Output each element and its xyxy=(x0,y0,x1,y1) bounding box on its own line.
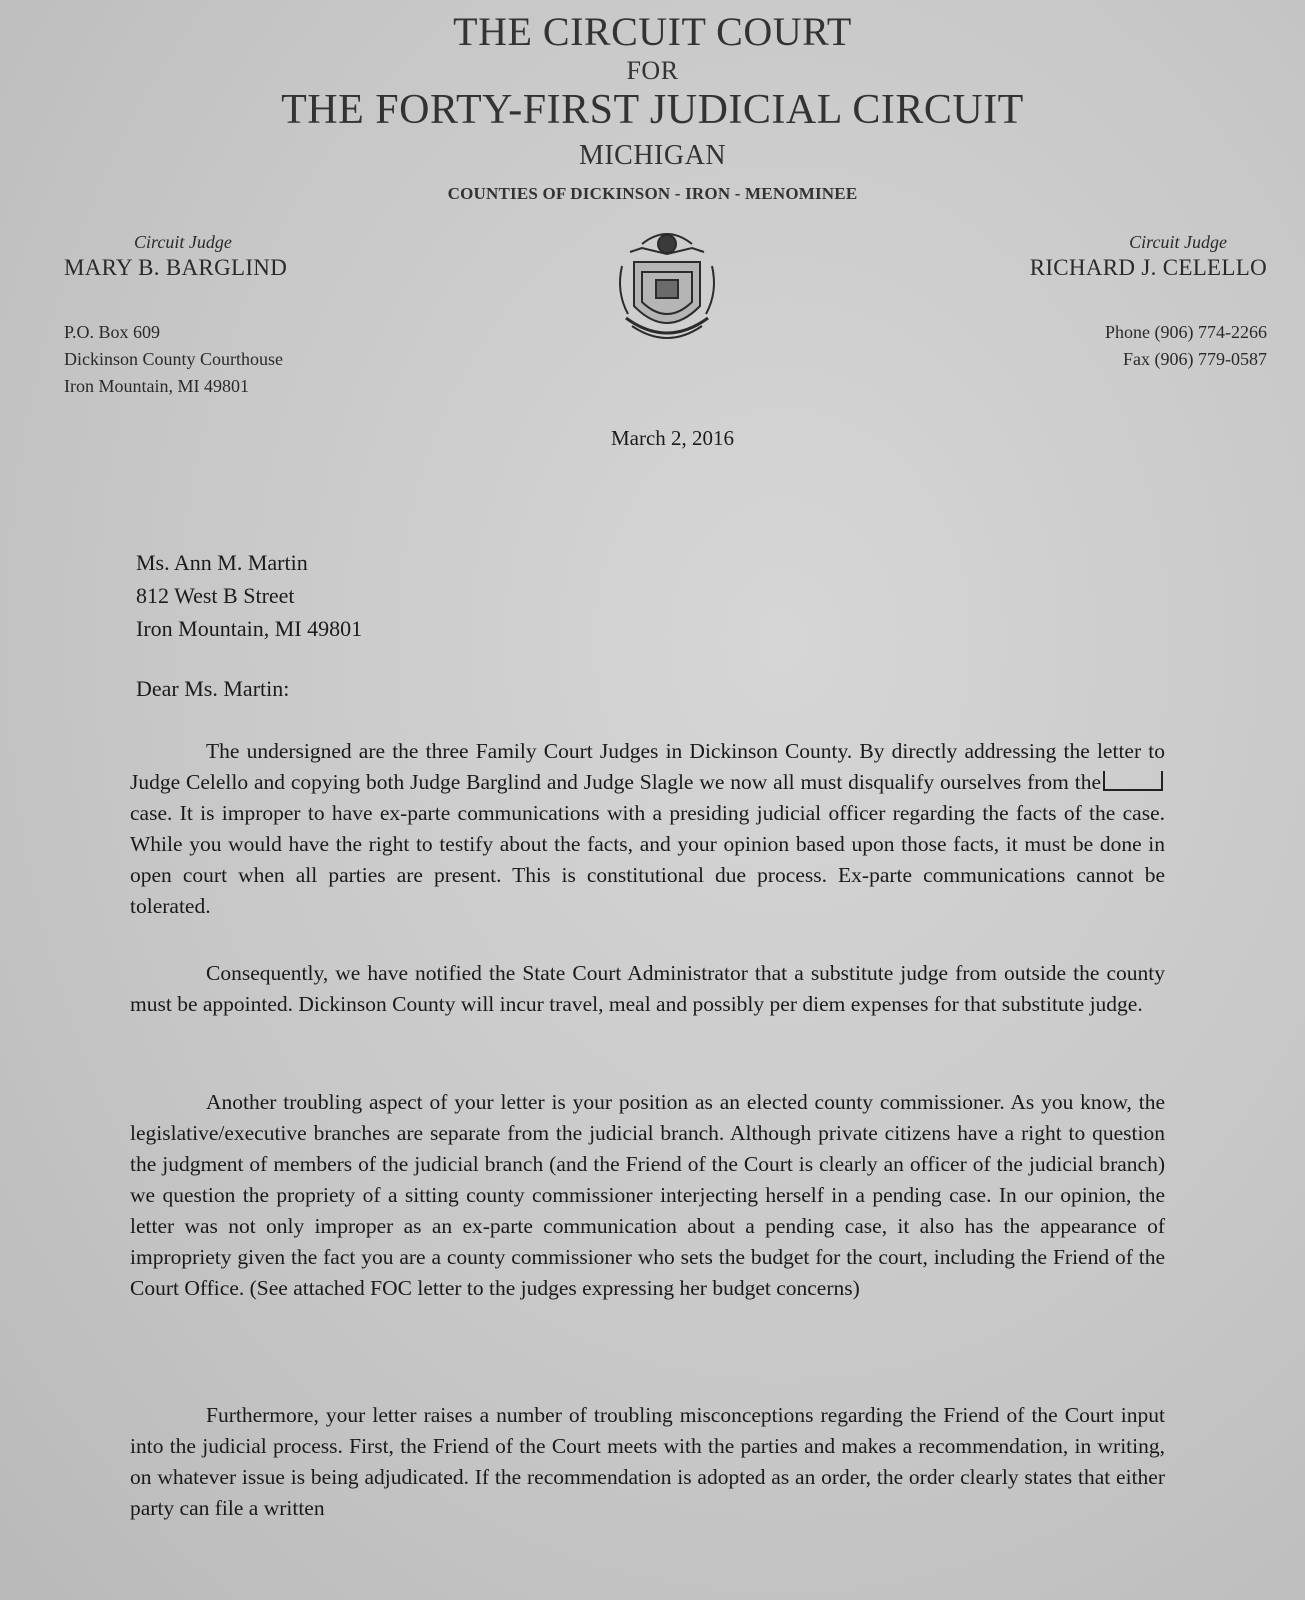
court-address xyxy=(64,319,283,400)
recipient-city: Iron Mountain, MI 49801 xyxy=(136,616,363,641)
circuit-title: THE FORTY-FIRST JUDICIAL CIRCUIT xyxy=(281,87,1024,133)
address-line-1: P.O. Box 609 xyxy=(64,322,161,342)
paragraph-2: Consequently, we have notified the State Court Administrator that a substitute judge from outside the county must be appointed. Dickinson County will incur travel, meal and possibly per diem expenses for that substitute judge. xyxy=(130,961,1165,1016)
fax-number: Fax (906) 779-0587 xyxy=(1123,349,1267,369)
paragraph-1-part-2: case. It is improper to have ex-parte communications with a presiding judicial officer regarding the facts of the case. While you would have the right to testify about the facts, and your opinion based upon those facts, it must be done in open court when all parties are present. This is constitutional due process. Ex-parte communications cannot be tolerated. xyxy=(130,801,1165,918)
left-judge-name: MARY B. BARGLIND xyxy=(64,255,288,280)
phone-number: Phone (906) 774-2266 xyxy=(1105,322,1267,342)
recipient-street: 812 West B Street xyxy=(136,583,295,608)
court-title: THE CIRCUIT COURT xyxy=(453,9,852,54)
court-for-line: FOR xyxy=(626,56,679,85)
counties-line: COUNTIES OF DICKINSON - IRON - MENOMINEE xyxy=(447,184,858,203)
letter-date: March 2, 2016 xyxy=(610,426,735,450)
left-judge-block xyxy=(64,232,302,281)
left-judge-role: Circuit Judge xyxy=(134,232,232,252)
paragraph-1 xyxy=(130,736,1165,922)
court-contact xyxy=(1105,319,1267,373)
right-judge-name: RICHARD J. CELELLO xyxy=(1029,255,1267,280)
state-name: MICHIGAN xyxy=(578,140,727,171)
right-judge-role: Circuit Judge xyxy=(1129,232,1227,252)
recipient-name: Ms. Ann M. Martin xyxy=(136,550,308,575)
recipient-block xyxy=(136,546,362,645)
right-judge-block xyxy=(1030,232,1267,281)
address-line-3: Iron Mountain, MI 49801 xyxy=(64,376,249,396)
paragraph-1-part-1: The undersigned are the three Family Court Judges in Dickinson County. By directly addressing the letter to Judge Celello and copying both Judge Barglind and Judge Slagle we now all must disqualify ourselves from the xyxy=(130,739,1165,794)
salutation: Dear Ms. Martin: xyxy=(136,676,290,701)
redaction-box xyxy=(1103,771,1163,791)
paragraph-4: Furthermore, your letter raises a number of troubling misconceptions regarding the Friend of the Court input into the judicial process. First, the Friend of the Court meets with the parties and makes a recommendation, in writing, on whatever issue is being adjudicated. If the recommendation is adopted as an order, the order clearly states that either party can file a written xyxy=(130,1403,1165,1520)
address-line-2: Dickinson County Courthouse xyxy=(64,349,283,369)
michigan-seal-icon xyxy=(612,222,722,352)
paragraph-3: Another troubling aspect of your letter is your position as an elected county commissioner. As you know, the legislative/executive branches are separate from the judicial branch. Although private citizens have a right to question the judgment of members of the judicial branch (and the Friend of the Court is clearly an officer of the judicial branch) we question the propriety of a sitting county commissioner interjecting herself in a pending case. In our opinion, the letter was not only improper as an ex-parte communication about a pending case, it also has the appearance of impropriety given the fact you are a county commissioner who sets the budget for the court, including the Friend of the Court Office. (See attached FOC letter to the judges expressing her budget concerns) xyxy=(130,1090,1165,1300)
